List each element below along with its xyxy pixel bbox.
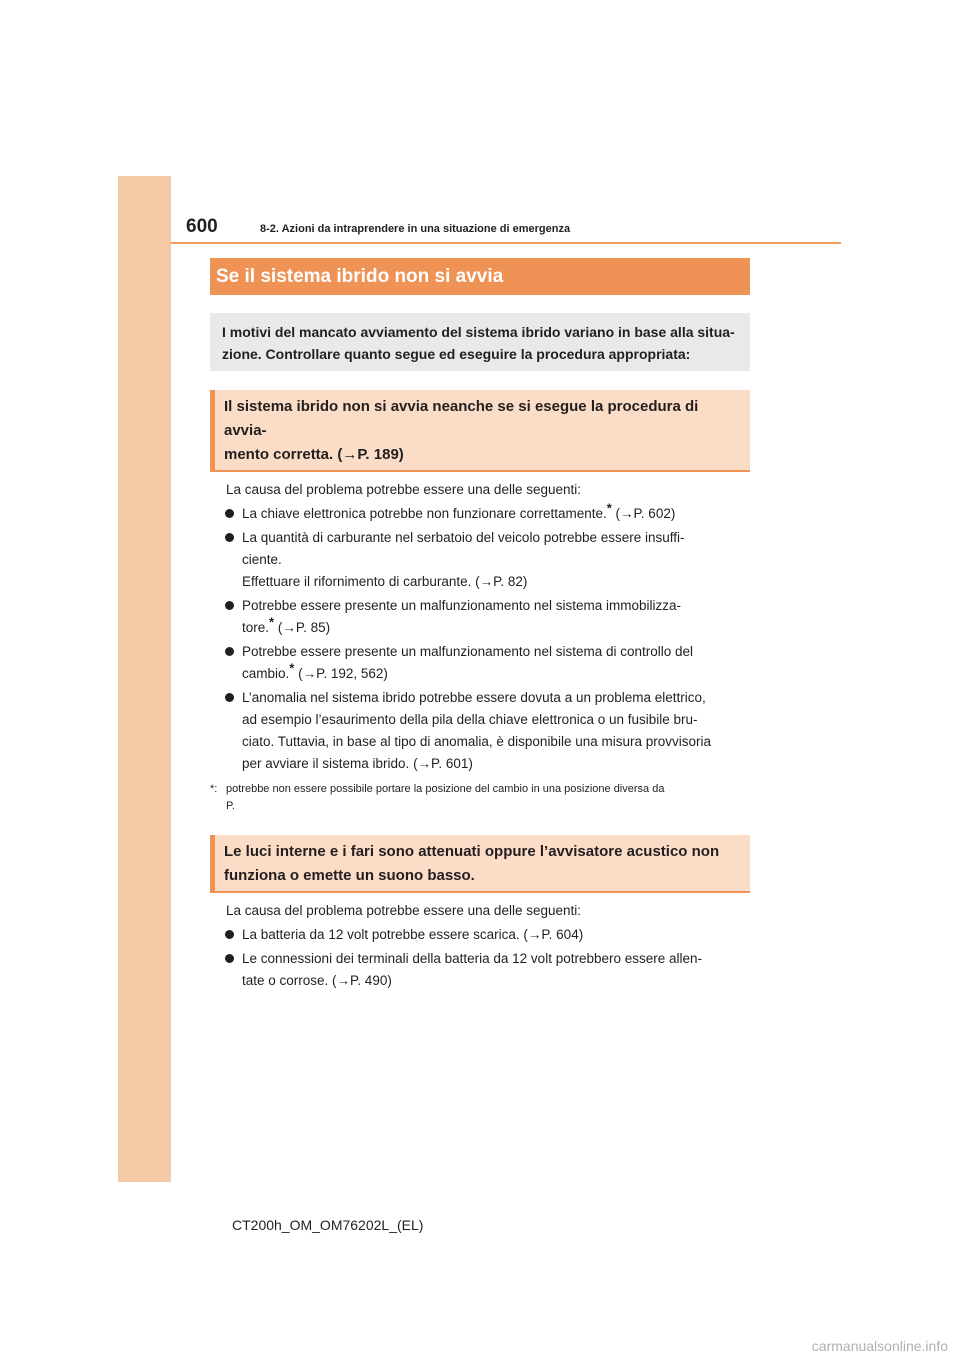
- item-line: ad esempio l’esaurimento della pila della chiave elettronica o un fusibile bru-: [242, 712, 698, 727]
- list-item: [210, 527, 750, 593]
- item-line: L’anomalia nel sistema ibrido potrebbe essere dovuta a un problema elettrico,: [242, 690, 706, 705]
- subsection-heading-line: funziona o emette un suono basso.: [224, 867, 475, 884]
- item-line: La quantità di carburante nel serbatoio del veicolo potrebbe essere insuffi-: [242, 530, 685, 545]
- causes-list: [210, 500, 750, 775]
- subsection-heading-line: mento corretta. (→P. 189): [224, 446, 404, 463]
- list-item: [210, 595, 750, 639]
- bullet-icon: [225, 954, 234, 963]
- footnote-mark: *:: [210, 783, 218, 795]
- item-line: tore.* (→P. 85): [242, 614, 331, 635]
- bullet-icon: [225, 601, 234, 610]
- causes-lead: La causa del problema potrebbe essere una delle seguenti:: [226, 482, 581, 497]
- list-item: [210, 687, 750, 775]
- item-line: ciato. Tuttavia, in base al tipo di anomalia, è disponibile una misura provvisoria: [242, 734, 712, 749]
- subsection-heading-line: Le luci interne e i fari sono attenuati oppure l’avvisatore acustico non: [224, 843, 720, 860]
- footnote-line: P.: [226, 800, 235, 812]
- causes-list: [210, 924, 750, 992]
- page-number: 600: [186, 216, 218, 237]
- footnote-star-icon: *: [269, 614, 275, 630]
- footnote-star-icon: *: [289, 660, 295, 676]
- intro-line: I motivi del mancato avviamento del sistema ibrido variano in base alla situa-: [222, 324, 735, 340]
- section-title: Se il sistema ibrido non si avvia: [210, 258, 750, 295]
- bullet-icon: [225, 647, 234, 656]
- item-line: Potrebbe essere presente un malfunzionamento nel sistema di controllo del: [242, 644, 694, 659]
- item-line: ciente.: [242, 552, 282, 567]
- item-line: La chiave elettronica potrebbe non funzionare correttamente.* (→P. 602): [242, 500, 676, 521]
- item-line: cambio.* (→P. 192, 562): [242, 660, 388, 681]
- chapter-sidebar-tab: [118, 176, 171, 1182]
- subsection-heading-no-start: [210, 390, 750, 472]
- watermark: carmanualsonline.info: [811, 1338, 948, 1354]
- document-code: CT200h_OM_OM76202L_(EL): [232, 1217, 424, 1233]
- bullet-icon: [225, 693, 234, 702]
- item-line: per avviare il sistema ibrido. (→P. 601): [242, 756, 473, 771]
- header-divider: [171, 242, 841, 244]
- item-line: La batteria da 12 volt potrebbe essere scarica. (→P. 604): [242, 927, 584, 942]
- bullet-icon: [225, 930, 234, 939]
- list-item: [210, 948, 750, 992]
- item-line: Le connessioni dei terminali della batteria da 12 volt potrebbero essere allen-: [242, 951, 703, 966]
- list-item: [210, 924, 750, 946]
- list-item: [210, 641, 750, 685]
- list-item: [210, 500, 750, 525]
- bullet-icon: [225, 509, 234, 518]
- chapter-title: 8-2. Azioni da intraprendere in una situazione di emergenza: [260, 223, 571, 235]
- causes-lead: La causa del problema potrebbe essere una delle seguenti:: [226, 903, 581, 918]
- subsection-heading-line: Il sistema ibrido non si avvia neanche se si esegue la procedura di avvia-: [224, 398, 699, 439]
- bullet-icon: [225, 533, 234, 542]
- footnote-star-icon: *: [606, 500, 612, 516]
- intro-line: zione. Controllare quanto segue ed eseguire la procedura appropriata:: [222, 346, 691, 362]
- page-content: [210, 258, 750, 992]
- intro-box: [210, 313, 750, 371]
- subsection-heading-lights-dim: [210, 835, 750, 893]
- item-line: tate o corrose. (→P. 490): [242, 973, 392, 988]
- footnote: [210, 781, 750, 815]
- footnote-line: potrebbe non essere possibile portare la posizione del cambio in una posizione diversa da: [226, 783, 665, 795]
- item-line: Effettuare il rifornimento di carburante. (→P. 82): [242, 574, 528, 589]
- item-line: Potrebbe essere presente un malfunzionamento nel sistema immobilizza-: [242, 598, 681, 613]
